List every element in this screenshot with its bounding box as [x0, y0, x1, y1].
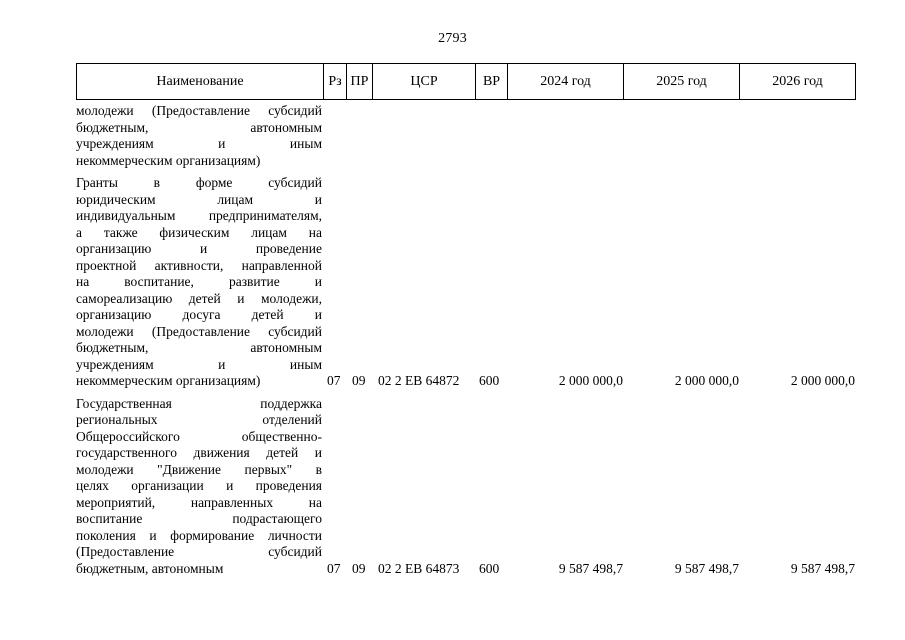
page-number: 2793 [438, 31, 467, 46]
row-2024: 2 000 000,0 [558, 373, 623, 388]
name-line: самореализацию детей и молодежи, [76, 290, 322, 306]
row-csr: 02 2 ЕВ 64873 [378, 560, 460, 576]
name-line: целях организации и проведения [76, 478, 322, 493]
row-2026: 2 000 000,0 [790, 373, 855, 388]
row-2025: 2 000 000,0 [674, 373, 739, 388]
header-vr: ВР [476, 64, 508, 100]
name-line: организацию досуга детей и [76, 307, 322, 322]
header-2024: 2024 год [508, 64, 624, 100]
name-line: Общероссийского общественно- [76, 428, 322, 444]
name-line: поколения и формирование личности [76, 527, 322, 543]
row-name [76, 175, 322, 390]
row-rz: 07 [327, 560, 341, 576]
table-row [76, 103, 855, 169]
name-line: Государственная поддержка [76, 395, 322, 411]
row-2024: 9 587 498,7 [558, 560, 623, 576]
header-rz: Рз [324, 64, 347, 100]
header-2025: 2025 год [624, 64, 740, 100]
name-line: организацию и проведение [76, 241, 322, 256]
name-line: индивидуальным предпринимателям, [76, 208, 322, 223]
table-body [76, 103, 855, 583]
name-line: бюджетным, автономным [76, 119, 322, 135]
name-line: юридическим лицам и [76, 191, 322, 207]
header-csr: ЦСР [373, 64, 476, 100]
name-line: Гранты в форме субсидий [76, 175, 322, 190]
name-line: а также физическим лицам на [76, 224, 322, 240]
name-line: мероприятий, направленных на [76, 494, 322, 510]
row-name [76, 103, 322, 169]
name-line: проектной активности, направленной [76, 257, 322, 273]
header-2026: 2026 год [740, 64, 856, 100]
name-line: некоммерческим организациям) [76, 373, 261, 388]
row-2025: 9 587 498,7 [674, 560, 739, 576]
table-row [76, 175, 855, 390]
row-vr: 600 [479, 560, 500, 576]
row-2026: 9 587 498,7 [790, 560, 855, 576]
row-rz: 07 [327, 373, 341, 388]
name-line: региональных отделений [76, 412, 322, 427]
row-csr: 02 2 ЕВ 64872 [378, 373, 460, 388]
name-line: молодежи (Предоставление субсидий [76, 103, 322, 118]
row-name [76, 396, 322, 578]
name-line: воспитание подрастающего [76, 511, 322, 526]
name-line: (Предоставление субсидий [76, 544, 322, 559]
table-row [76, 396, 855, 578]
name-line: на воспитание, развитие и [76, 274, 322, 289]
header-pr: ПР [347, 64, 373, 100]
row-vr: 600 [479, 373, 500, 388]
name-line: молодежи "Движение первых" в [76, 461, 322, 477]
row-pr: 09 [352, 560, 366, 576]
name-line: бюджетным, автономным [76, 560, 224, 576]
name-line: бюджетным, автономным [76, 340, 322, 355]
name-line: некоммерческим организациям) [76, 152, 261, 168]
name-line: учреждениям и иным [76, 136, 322, 151]
name-line: государственного движения детей и [76, 445, 322, 460]
name-line: молодежи (Предоставление субсидий [76, 323, 322, 339]
table-header [76, 63, 856, 100]
name-line: учреждениям и иным [76, 356, 322, 372]
header-name: Наименование [77, 64, 324, 100]
row-pr: 09 [352, 373, 366, 388]
